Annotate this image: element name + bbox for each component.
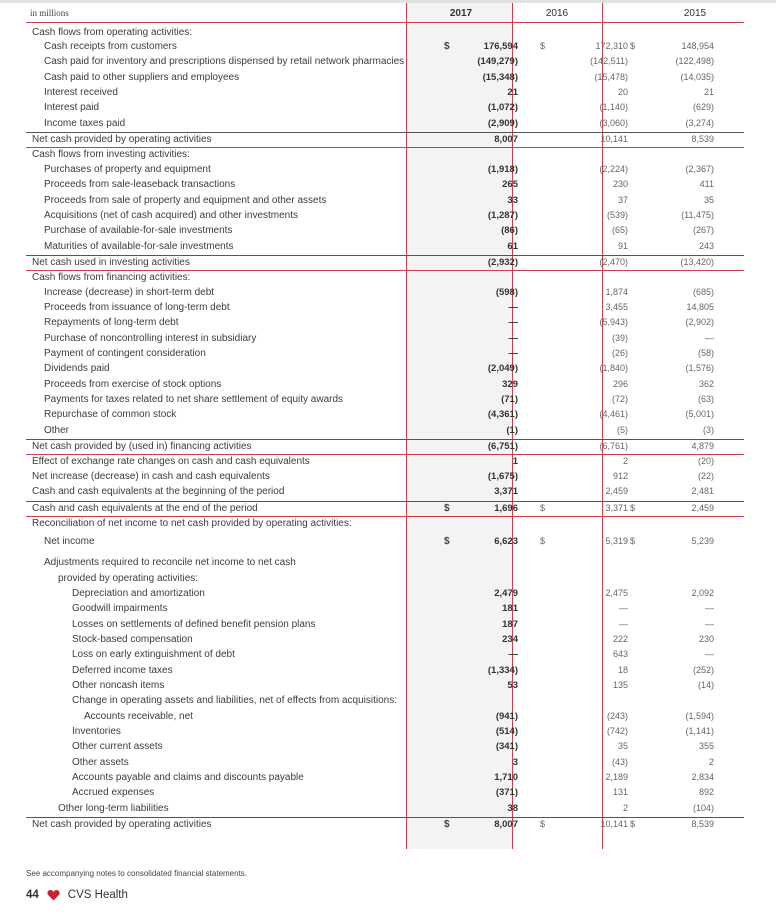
cell-2017: (2,909) <box>487 117 518 129</box>
cell-2015: 2,481 <box>691 486 714 497</box>
row-label: Net increase (decrease) in cash and cash equivalents <box>32 470 270 482</box>
cell-2017: — <box>508 301 518 313</box>
row-label: Cash flows from financing activities: <box>32 272 191 284</box>
cell-2016: 222 <box>612 633 628 644</box>
table-row <box>26 55 744 70</box>
table-row <box>26 756 744 771</box>
cell-2015: (122,498) <box>675 56 714 67</box>
row-label: Cash receipts from customers <box>44 41 177 52</box>
cell-2015: (58) <box>697 348 714 358</box>
dollar-sign: $ <box>540 41 546 51</box>
row-label: Proceeds from exercise of stock options <box>44 378 222 390</box>
table-row <box>26 393 744 408</box>
row-label: Cash paid to other suppliers and employees <box>44 71 240 83</box>
cell-2016: (65) <box>611 225 628 236</box>
cell-2017: 2,479 <box>494 587 518 599</box>
cell-2017: 8,007 <box>494 819 518 831</box>
cell-2015: 21 <box>703 87 714 98</box>
row-label: Income taxes paid <box>44 117 126 129</box>
row-label: Other assets <box>72 756 129 768</box>
cell-2015: 14,805 <box>686 301 714 312</box>
table-row <box>26 633 744 648</box>
cell-2016: (142,511) <box>590 56 628 67</box>
cell-2015: (3) <box>703 424 714 435</box>
row-label: Depreciation and amortization <box>72 587 205 599</box>
cell-2016: (4,461) <box>599 409 628 420</box>
cell-2016: (72) <box>611 394 628 405</box>
cell-2017: 1,696 <box>494 502 518 514</box>
total-row <box>26 255 744 271</box>
cell-2015: (267) <box>692 225 714 236</box>
row-label: Other <box>44 424 70 436</box>
dollar-sign: $ <box>444 536 450 548</box>
cell-2016: 3,455 <box>605 301 628 312</box>
cell-2015: 362 <box>698 378 714 389</box>
table-row <box>26 332 744 347</box>
table-row <box>26 286 744 301</box>
cell-2015: 2,459 <box>691 502 714 513</box>
table-row <box>26 694 744 709</box>
table-row <box>26 40 744 55</box>
row-label: Payments for taxes related to net share settlement of equity awards <box>44 394 344 406</box>
cell-2016: 296 <box>612 378 628 389</box>
table-row <box>26 240 744 255</box>
cell-2016: — <box>619 603 628 614</box>
cell-2017: 187 <box>502 618 518 630</box>
table-row <box>26 602 744 617</box>
cell-2016: (1,140) <box>599 102 628 113</box>
row-label: Purchase of available-for-sale investments <box>44 225 233 237</box>
cell-2017: 38 <box>507 802 518 814</box>
cell-2016: 18 <box>617 664 628 675</box>
table-row <box>26 470 744 485</box>
cell-2015: 2,834 <box>691 772 714 783</box>
dollar-sign: $ <box>630 536 636 547</box>
total-row <box>26 132 744 148</box>
cell-2016: 3,371 <box>605 502 628 513</box>
cell-2016: 230 <box>612 179 628 190</box>
cell-2015: 5,239 <box>691 536 714 547</box>
cell-2017: 176,594 <box>483 41 518 52</box>
cell-2015: 148,954 <box>681 41 714 51</box>
cell-2015: 8,539 <box>691 134 714 145</box>
table-row <box>26 209 744 224</box>
table-row <box>26 194 744 209</box>
cell-2016: (26) <box>611 348 628 358</box>
row-label: Loss on early extinguishment of debt <box>72 649 235 661</box>
column-header-2015: 2015 <box>683 8 707 19</box>
row-label: Cash and cash equivalents at the beginning of the period <box>32 486 285 498</box>
dollar-sign: $ <box>444 502 450 514</box>
cell-2015: (5,001) <box>685 409 714 420</box>
cell-2017: 3 <box>512 756 518 768</box>
cell-2016: — <box>619 618 628 629</box>
cell-2017: (371) <box>495 787 518 799</box>
total-row <box>26 501 744 517</box>
cell-2016: 131 <box>612 787 628 798</box>
cell-2017: — <box>508 332 518 344</box>
cell-2016: 2,475 <box>605 587 628 598</box>
cell-2017: (1,675) <box>487 470 518 482</box>
cell-2015: (1,141) <box>685 726 714 737</box>
cell-2016: 91 <box>617 240 628 251</box>
cell-2015: 35 <box>703 194 714 205</box>
cell-2017: 61 <box>507 240 518 252</box>
row-label: provided by operating activities: <box>58 572 199 584</box>
cell-2016: (243) <box>606 710 628 721</box>
cell-2017: — <box>508 348 518 359</box>
cell-2016: (2,224) <box>599 163 628 174</box>
row-label: Proceeds from sale-leaseback transactions <box>44 179 236 191</box>
row-label: Other current assets <box>72 741 163 753</box>
cell-2017: (86) <box>501 225 518 237</box>
table-row <box>26 378 744 393</box>
row-label: Goodwill impairments <box>72 603 168 615</box>
table-row <box>26 648 744 663</box>
cell-2016: 10,141 <box>600 134 628 145</box>
row-label: Net cash used in investing activities <box>32 256 190 268</box>
cell-2015: 4,879 <box>691 441 714 452</box>
cell-2015: (14,035) <box>680 71 714 82</box>
cell-2017: 329 <box>502 378 518 390</box>
row-label: Proceeds from issuance of long-term debt <box>44 301 230 313</box>
cell-2017: 53 <box>507 680 518 691</box>
cell-2016: (5) <box>617 424 628 435</box>
row-label: Purchase of noncontrolling interest in subsidiary <box>44 332 257 344</box>
cell-2017: (341) <box>495 741 518 753</box>
cell-2017: (1) <box>506 424 518 436</box>
column-header-2016: 2016 <box>545 8 569 19</box>
cell-2017: (2,049) <box>487 363 518 375</box>
cell-2016: 172,310 <box>595 41 628 51</box>
cell-2017: (598) <box>495 286 518 298</box>
cell-2017: (149,279) <box>477 56 518 68</box>
table-row <box>26 786 744 801</box>
row-label: Maturities of available-for-sale investments <box>44 240 234 252</box>
row-label: Accounts payable and claims and discounts payable <box>72 772 304 784</box>
cell-2017: 1 <box>512 456 518 468</box>
page-footer <box>26 889 128 901</box>
row-label: Accrued expenses <box>72 787 155 799</box>
dollar-sign: $ <box>540 536 546 547</box>
cell-2016: (742) <box>606 726 628 737</box>
dollar-sign: $ <box>444 41 450 52</box>
cell-2016: 912 <box>612 470 628 481</box>
cell-2017: 1,710 <box>494 772 518 784</box>
row-label: Cash and cash equivalents at the end of the period <box>32 502 258 514</box>
cell-2016: 20 <box>617 87 628 98</box>
cell-2015: (22) <box>697 470 714 481</box>
row-label: Net cash provided by operating activities <box>32 819 212 831</box>
table-row <box>26 771 744 786</box>
cell-2017: (71) <box>501 394 518 406</box>
cell-2017: (4,361) <box>487 409 518 421</box>
cell-2016: (539) <box>606 209 628 220</box>
table-row <box>26 618 744 633</box>
cell-2016: 10,141 <box>600 819 628 830</box>
cell-2015: (20) <box>697 456 714 467</box>
row-label: Other long-term liabilities <box>58 802 169 814</box>
table-row <box>26 516 744 532</box>
cell-2017: 234 <box>502 633 518 645</box>
dollar-sign: $ <box>630 41 636 51</box>
table-row <box>26 71 744 86</box>
row-label: Repayments of long-term debt <box>44 317 179 329</box>
cell-2017: (1,334) <box>487 664 518 676</box>
cell-2015: (1,576) <box>685 363 714 374</box>
footnote: See accompanying notes to consolidated financial statements. <box>26 869 248 878</box>
dollar-sign: $ <box>630 502 636 513</box>
cell-2017: (6,751) <box>487 441 518 453</box>
cell-2015: (3,274) <box>685 117 714 128</box>
cell-2017: (1,918) <box>487 163 518 175</box>
table-row <box>26 740 744 755</box>
row-label: Losses on settlements of defined benefit pension plans <box>72 618 316 630</box>
cell-2015: (1,594) <box>685 710 714 721</box>
cell-2016: (43) <box>611 756 628 767</box>
cell-2017: (2,932) <box>487 256 518 268</box>
cell-2015: (14) <box>697 680 714 690</box>
header-rule <box>26 22 744 23</box>
cell-2017: 265 <box>502 179 518 191</box>
row-label: Deferred income taxes <box>72 664 173 676</box>
cell-2016: 2,459 <box>605 486 628 497</box>
table-row <box>26 424 744 439</box>
row-label: Cash flows from investing activities: <box>32 149 190 161</box>
table-row <box>26 485 744 500</box>
row-label: Accounts receivable, net <box>84 710 193 722</box>
cell-2017: 21 <box>507 87 518 99</box>
dollar-sign: $ <box>630 819 636 830</box>
row-label: Increase (decrease) in short-term debt <box>44 286 215 298</box>
cell-2015: 892 <box>698 787 714 798</box>
cell-2015: (252) <box>692 664 714 675</box>
cell-2016: (3,060) <box>599 117 628 128</box>
row-label: Adjustments required to reconcile net income to net cash <box>44 557 296 569</box>
table-row <box>26 362 744 377</box>
cell-2015: 243 <box>698 240 714 251</box>
cell-2015: — <box>705 649 714 660</box>
row-label: Reconciliation of net income to net cash provided by operating activities: <box>32 517 352 529</box>
column-header-2017: 2017 <box>449 8 473 19</box>
dollar-sign: $ <box>540 502 546 513</box>
row-label: Payment of contingent consideration <box>44 348 206 359</box>
cell-2016: 643 <box>612 649 628 660</box>
cell-2015: 230 <box>698 633 714 644</box>
cell-2016: 2 <box>622 456 628 467</box>
table-row <box>26 587 744 602</box>
table-row <box>26 163 744 178</box>
cell-2016: (2,470) <box>599 256 628 267</box>
dollar-sign: $ <box>444 819 450 831</box>
table-row <box>26 178 744 193</box>
cell-2015: — <box>705 603 714 614</box>
table-row <box>26 147 744 163</box>
cell-2015: — <box>705 618 714 629</box>
cell-2016: (39) <box>611 332 628 343</box>
heart-icon <box>47 889 60 901</box>
row-label: Inventories <box>72 726 121 738</box>
row-label: Change in operating assets and liabilities, net of effects from acquisitions: <box>72 695 397 707</box>
cell-2017: 8,007 <box>494 134 518 146</box>
table-row <box>26 802 744 817</box>
cell-2017: (514) <box>495 726 518 738</box>
company-name: CVS Health <box>67 889 128 901</box>
table-row <box>26 224 744 239</box>
row-label: Net cash provided by operating activities <box>32 134 212 146</box>
dollar-sign: $ <box>540 819 546 830</box>
row-label: Other noncash items <box>72 680 165 691</box>
cell-2016: (5,943) <box>599 317 628 328</box>
table-row <box>26 679 744 694</box>
cell-2016: (6,761) <box>599 441 628 452</box>
table-row <box>26 710 744 725</box>
cell-2016: 37 <box>617 194 628 205</box>
cell-2017: 181 <box>502 603 518 615</box>
row-label: Cash paid for inventory and prescriptions dispensed by retail network pharmacies <box>44 56 405 68</box>
row-label: Stock-based compensation <box>72 633 193 645</box>
table-row <box>26 572 744 587</box>
table-row <box>26 101 744 116</box>
cell-2017: — <box>508 317 518 329</box>
cell-2015: (2,367) <box>685 163 714 174</box>
top-bar <box>0 0 776 3</box>
cell-2017: 6,623 <box>494 536 518 548</box>
row-label: Effect of exchange rate changes on cash and cash equivalents <box>32 456 310 468</box>
cell-2016: 35 <box>617 741 628 752</box>
row-label: Dividends paid <box>44 363 110 375</box>
cell-2015: 411 <box>699 179 714 190</box>
cell-2015: (104) <box>692 802 714 813</box>
row-label: Interest received <box>44 87 118 99</box>
cell-2015: 2,092 <box>691 587 714 598</box>
cell-2016: 1,874 <box>605 286 628 297</box>
cell-2015: (11,475) <box>681 209 714 220</box>
cell-2017: (15,348) <box>482 71 518 83</box>
table-row <box>26 725 744 740</box>
cell-2015: (629) <box>692 102 714 113</box>
table-row <box>26 117 744 132</box>
row-label: Purchases of property and equipment <box>44 163 211 175</box>
cell-2017: — <box>508 649 518 661</box>
cell-2016: 2,189 <box>605 772 628 783</box>
cell-2015: (685) <box>692 286 714 297</box>
cell-2015: (2,902) <box>685 317 714 328</box>
cell-2015: (63) <box>697 394 714 405</box>
row-label: Interest paid <box>44 102 100 114</box>
table-row <box>26 556 744 571</box>
cell-2017: (1,287) <box>487 209 518 221</box>
cell-2017: 3,371 <box>494 486 518 498</box>
cell-2015: (13,420) <box>680 256 714 267</box>
cell-2015: — <box>705 332 714 343</box>
table-row <box>26 316 744 331</box>
table-row <box>26 454 744 470</box>
table-row <box>26 270 744 286</box>
cell-2016: 135 <box>612 680 628 690</box>
cell-2015: 2 <box>708 756 714 767</box>
table-row <box>26 86 744 101</box>
table-row <box>26 301 744 316</box>
table-row <box>26 26 744 40</box>
table-row <box>26 408 744 423</box>
cell-2016: (15,478) <box>594 71 628 82</box>
row-label: Net cash provided by (used in) financing activities <box>32 441 252 453</box>
table-row <box>26 664 744 679</box>
table-row <box>26 347 744 362</box>
row-label: Net income <box>44 536 95 548</box>
units-caption: in millions <box>30 8 69 18</box>
total-row <box>26 439 744 455</box>
table-row <box>26 531 744 556</box>
cell-2017: 33 <box>507 194 518 206</box>
cell-2015: 8,539 <box>691 819 714 830</box>
page-number: 44 <box>26 889 39 901</box>
cell-2015: 355 <box>698 741 714 752</box>
row-label: Acquisitions (net of cash acquired) and other investments <box>44 209 299 221</box>
cell-2017: (1,072) <box>487 102 518 114</box>
row-label: Repurchase of common stock <box>44 409 177 421</box>
cell-2016: 2 <box>622 802 628 813</box>
cell-2016: (1,840) <box>599 363 628 374</box>
row-label: Cash flows from operating activities: <box>32 27 193 38</box>
cell-2016: 5,319 <box>605 536 628 547</box>
cell-2017: (941) <box>495 710 518 722</box>
total-row <box>26 817 744 833</box>
row-label: Proceeds from sale of property and equipment and other assets <box>44 194 327 206</box>
